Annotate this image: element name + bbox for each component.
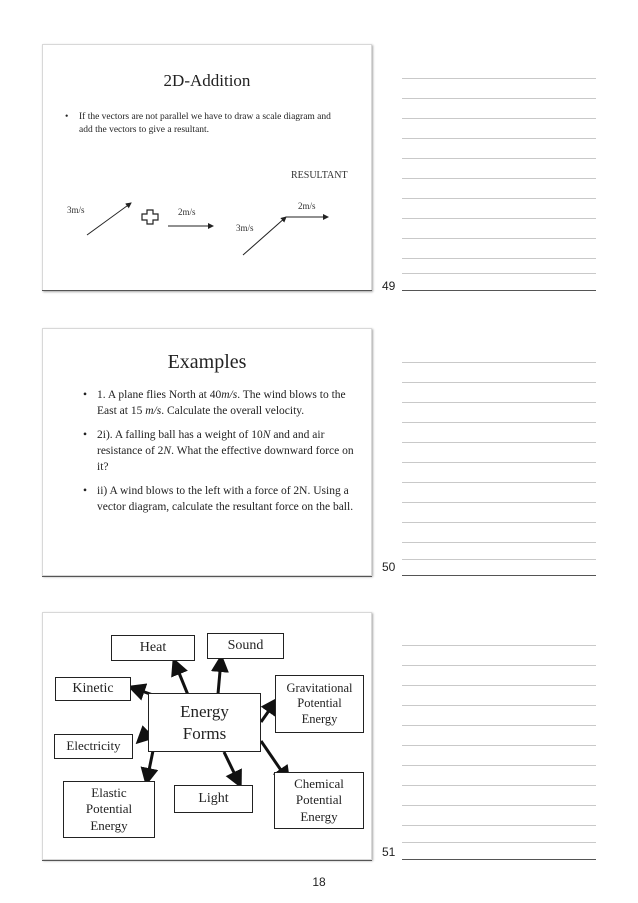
- bullet-item: • If the vectors are not parallel we have to draw a scale diagram and add the vectors to give a resultant.: [65, 111, 345, 137]
- electricity-box: Electricity: [54, 734, 133, 759]
- light-box: Light: [174, 785, 253, 813]
- energy-forms-box: Energy Forms: [148, 693, 261, 752]
- arrow-to-heat: [175, 663, 188, 695]
- arrow-to-sound: [218, 660, 221, 694]
- slide-number: 50: [382, 560, 396, 574]
- resultant-vector-1-label: 3m/s: [236, 223, 254, 233]
- bullet-item: • 2i). A falling ball has a weight of 10N and and air resistance of 2N. What the effective downward force on it?: [83, 427, 355, 475]
- arrow-to-gravitational: [261, 702, 275, 722]
- bullet-item: • 1. A plane flies North at 40m/s. The wind blows to the East at 15 m/s. Calculate the overall velocity.: [83, 387, 355, 419]
- chemical-box: Chemical Potential Energy: [274, 772, 364, 829]
- slide-number: 51: [382, 845, 396, 859]
- elastic-box: Elastic Potential Energy: [63, 781, 155, 838]
- gravitational-box: Gravitational Potential Energy: [275, 675, 364, 733]
- vector-1-label: 3m/s: [67, 205, 85, 215]
- arrow-to-light: [224, 752, 239, 783]
- slide-title: Examples: [167, 351, 247, 373]
- sound-box: Sound: [207, 633, 284, 659]
- slide-number: 49: [382, 279, 396, 293]
- resultant-vector-2-label: 2m/s: [298, 201, 316, 211]
- bullet-item: • ii) A wind blows to the left with a force of 2N. Using a vector diagram, calculate the resultant force on the ball.: [83, 483, 355, 515]
- kinetic-box: Kinetic: [55, 677, 131, 701]
- slide-51-underline: [42, 860, 372, 861]
- vector-2-label: 2m/s: [178, 207, 196, 217]
- page-number: 18: [312, 875, 326, 889]
- slide-title: 2D-Addition: [163, 71, 251, 90]
- resultant-label: RESULTANT: [291, 170, 348, 181]
- heat-box: Heat: [111, 635, 195, 661]
